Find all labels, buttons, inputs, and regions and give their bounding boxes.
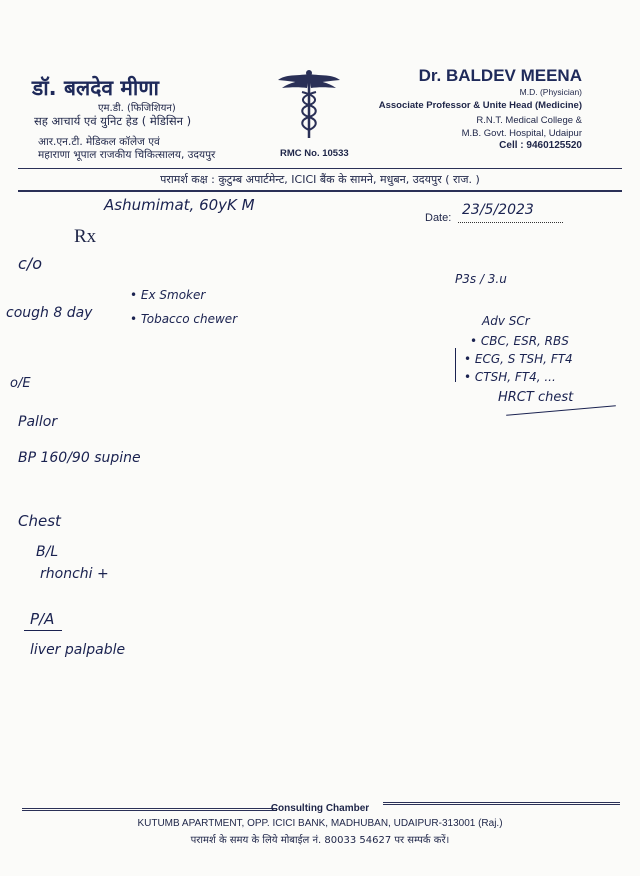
doctor-name: Dr. BALDEV MEENA bbox=[418, 66, 582, 85]
college-hindi-line2: महाराणा भूपाल राजकीय चिकित्सालय, उदयपुर bbox=[38, 149, 216, 161]
college-hindi bbox=[38, 136, 215, 162]
chamber-address-hindi: परामर्श कक्ष : कुटुम्ब अपार्टमेन्ट, ICICI बैंक के सामने, मधुबन, उदयपुर ( राज. ) bbox=[160, 173, 480, 186]
hrct-underline bbox=[506, 405, 616, 416]
right-note: P3s / 3.u bbox=[455, 272, 507, 286]
cell-number: Cell : 9460125520 bbox=[499, 140, 582, 151]
college-line2: M.B. Govt. Hospital, Udaipur bbox=[461, 128, 582, 139]
left-note: B/L bbox=[36, 544, 59, 560]
history-item: • Tobacco chewer bbox=[130, 312, 238, 326]
header-divider-top bbox=[18, 168, 622, 169]
position: Associate Professor & Unite Head (Medicine) bbox=[378, 100, 582, 111]
rx-symbol: Rx bbox=[74, 226, 97, 247]
degree: M.D. (Physician) bbox=[519, 87, 582, 97]
right-note: Adv SCr bbox=[482, 314, 530, 328]
caduceus-icon bbox=[276, 68, 342, 140]
left-note: BP 160/90 supine bbox=[18, 450, 141, 466]
college bbox=[462, 114, 582, 140]
left-note: rhonchi + bbox=[40, 566, 109, 582]
position-hindi: सह आचार्य एवं युनिट हेड ( मेडिसिन ) bbox=[34, 114, 192, 128]
footer-mobile: परामर्श के समय के लिये मोबाईल नं. 80033 54627 पर सम्पर्क करें। bbox=[190, 835, 450, 846]
patient-name: Ashumimat, 60yK M bbox=[104, 196, 255, 214]
bracket-mark bbox=[455, 348, 459, 382]
date-line bbox=[458, 222, 563, 223]
pa-underline bbox=[24, 630, 62, 631]
footer-address: KUTUMB APARTMENT, OPP. ICICI BANK, MADHUBAN, UDAIPUR-313001 (Raj.) bbox=[137, 818, 503, 829]
college-line1: R.N.T. Medical College & bbox=[476, 115, 582, 126]
college-hindi-line1: आर.एन.टी. मेडिकल कॉलेज एवं bbox=[38, 136, 160, 148]
right-note: • CTSH, FT4, ... bbox=[464, 370, 556, 384]
degree-hindi: एम.डी. (फिजिशियन) bbox=[98, 103, 176, 114]
right-note: HRCT chest bbox=[498, 390, 574, 405]
left-note: o/E bbox=[10, 376, 31, 391]
doctor-name-hindi: डॉ. बलदेव मीणा bbox=[32, 76, 159, 100]
right-note: • ECG, S TSH, FT4 bbox=[464, 352, 573, 366]
history-item: • Ex Smoker bbox=[130, 288, 206, 302]
rmc-number: RMC No. 10533 bbox=[280, 148, 349, 159]
left-note: cough 8 day bbox=[6, 305, 93, 321]
left-note: P/A bbox=[30, 610, 55, 628]
complaint-label: c/o bbox=[18, 254, 42, 273]
left-note: Chest bbox=[18, 512, 61, 530]
right-note: • CBC, ESR, RBS bbox=[470, 334, 569, 348]
header-divider-bottom bbox=[18, 190, 622, 192]
left-note: liver palpable bbox=[30, 642, 126, 658]
footer-title: Consulting Chamber bbox=[270, 803, 370, 814]
date-label: Date: bbox=[425, 212, 452, 224]
left-note: Pallor bbox=[18, 414, 58, 430]
date-value: 23/5/2023 bbox=[462, 202, 534, 218]
